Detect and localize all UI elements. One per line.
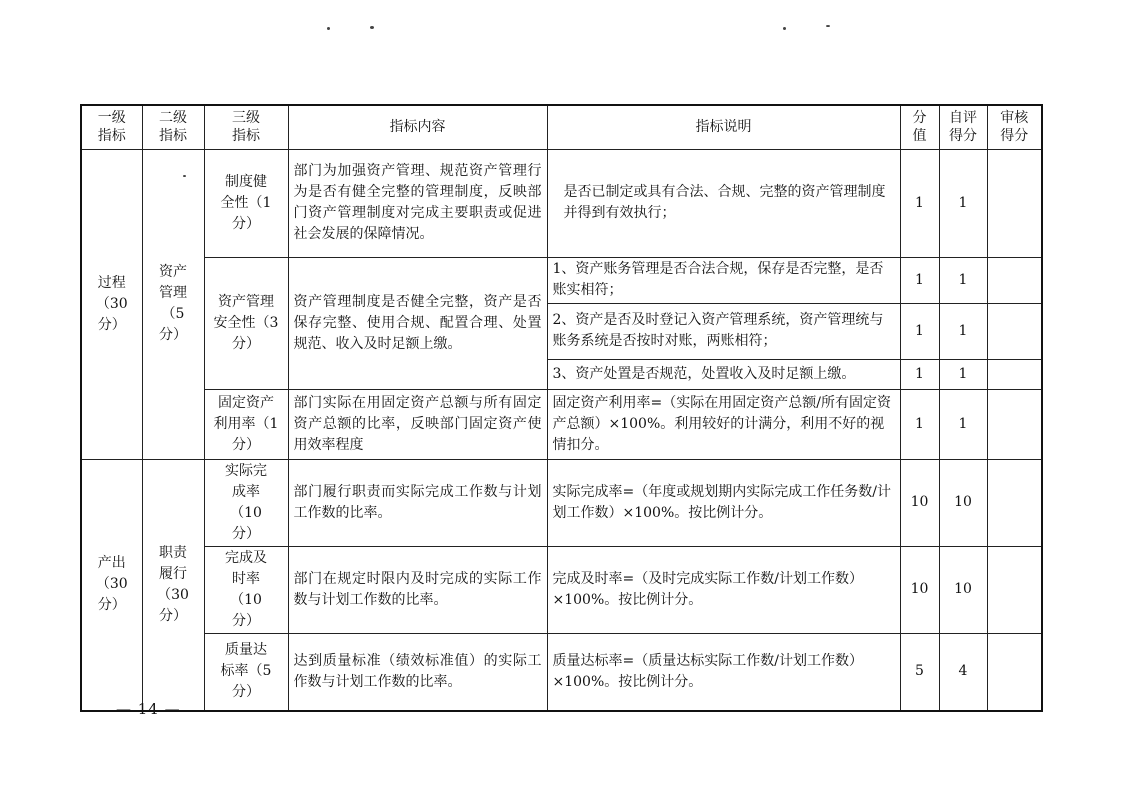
description-cell: 1、资产账务管理是否合法合规，保存是否完整，是否账实相符； <box>547 257 900 303</box>
self-score-cell: 1 <box>939 149 987 257</box>
score-cell: 1 <box>900 149 939 257</box>
level1-cell: 产出（30分） <box>81 459 142 711</box>
audit-score-cell <box>987 459 1042 546</box>
audit-score-cell <box>987 303 1042 359</box>
content-cell: 部门在规定时限内及时完成的实际工作数与计划工作数的比率。 <box>288 546 547 633</box>
audit-score-cell <box>987 546 1042 633</box>
content-cell: 部门履行职责而实际完成工作数与计划工作数的比率。 <box>288 459 547 546</box>
description-cell: 质量达标率=（质量达标实际工作数/计划工作数）×100%。按比例计分。 <box>547 633 900 711</box>
header-level3: 三级指标 <box>204 105 288 149</box>
header-row <box>81 105 1042 149</box>
score-cell: 5 <box>900 633 939 711</box>
score-cell: 10 <box>900 459 939 546</box>
description-cell: 3、资产处置是否规范，处置收入及时足额上缴。 <box>547 359 900 389</box>
content-cell: 资产管理制度是否健全完整，资产是否保存完整、使用合规、配置合理、处置规范、收入及时足额上缴。 <box>288 257 547 389</box>
self-score-cell: 1 <box>939 359 987 389</box>
table-row <box>81 149 1042 257</box>
scan-speck <box>370 26 374 29</box>
header-audit-score: 审核得分 <box>987 105 1042 149</box>
page-number: — 14 — <box>116 700 181 718</box>
self-score-cell: 10 <box>939 459 987 546</box>
content-cell: 部门为加强资产管理、规范资产管理行为是否有健全完整的管理制度，反映部门资产管理制度对完成主要职责或促进社会发展的保障情况。 <box>288 149 547 257</box>
description-cell: 完成及时率=（及时完成实际工作数/计划工作数）×100%。按比例计分。 <box>547 546 900 633</box>
description-cell: 固定资产利用率=（实际在用固定资产总额/所有固定资产总额）×100%。利用较好的计满分，利用不好的视情扣分。 <box>547 389 900 459</box>
self-score-cell: 1 <box>939 303 987 359</box>
level3-cell: 完成及时率（10分） <box>204 546 288 633</box>
audit-score-cell <box>987 257 1042 303</box>
score-cell: 1 <box>900 359 939 389</box>
table-row <box>81 389 1042 459</box>
score-cell: 1 <box>900 389 939 459</box>
header-content: 指标内容 <box>288 105 547 149</box>
table-row <box>81 459 1042 546</box>
score-cell: 1 <box>900 257 939 303</box>
content-cell: 达到质量标准（绩效标准值）的实际工作数与计划工作数的比率。 <box>288 633 547 711</box>
table-row <box>81 633 1042 711</box>
scan-speck <box>826 25 830 27</box>
level2-cell: 资产管理（5分） <box>142 149 204 459</box>
content-cell: 部门实际在用固定资产总额与所有固定资产总额的比率，反映部门固定资产使用效率程度 <box>288 389 547 459</box>
table-row <box>81 546 1042 633</box>
score-cell: 10 <box>900 546 939 633</box>
audit-score-cell <box>987 149 1042 257</box>
level2-cell: 职责履行（30分） <box>142 459 204 711</box>
self-score-cell: 1 <box>939 257 987 303</box>
scan-speck <box>783 27 786 30</box>
level3-cell: 资产管理安全性（3分） <box>204 257 288 389</box>
self-score-cell: 4 <box>939 633 987 711</box>
level1-cell: 过程（30分） <box>81 149 142 459</box>
audit-score-cell <box>987 633 1042 711</box>
audit-score-cell <box>987 359 1042 389</box>
level3-cell: 制度健全性（1分） <box>204 149 288 257</box>
header-score: 分值 <box>900 105 939 149</box>
description-cell: 是否已制定或具有合法、合规、完整的资产管理制度并得到有效执行； <box>547 149 900 257</box>
evaluation-table <box>80 104 1043 712</box>
audit-score-cell <box>987 389 1042 459</box>
self-score-cell: 1 <box>939 389 987 459</box>
header-description: 指标说明 <box>547 105 900 149</box>
scan-speck <box>327 27 330 30</box>
table-row <box>81 257 1042 303</box>
description-cell: 实际完成率=（年度或规划期内实际完成工作任务数/计划工作数）×100%。按比例计分。 <box>547 459 900 546</box>
header-self-score: 自评得分 <box>939 105 987 149</box>
level3-cell: 固定资产利用率（1分） <box>204 389 288 459</box>
score-cell: 1 <box>900 303 939 359</box>
header-level2: 二级指标 <box>142 105 204 149</box>
description-cell: 2、资产是否及时登记入资产管理系统，资产管理统与账务系统是否按时对账，两账相符； <box>547 303 900 359</box>
level3-cell: 质量达标率（5分） <box>204 633 288 711</box>
header-level1: 一级指标 <box>81 105 142 149</box>
self-score-cell: 10 <box>939 546 987 633</box>
level3-cell: 实际完成率（10分） <box>204 459 288 546</box>
